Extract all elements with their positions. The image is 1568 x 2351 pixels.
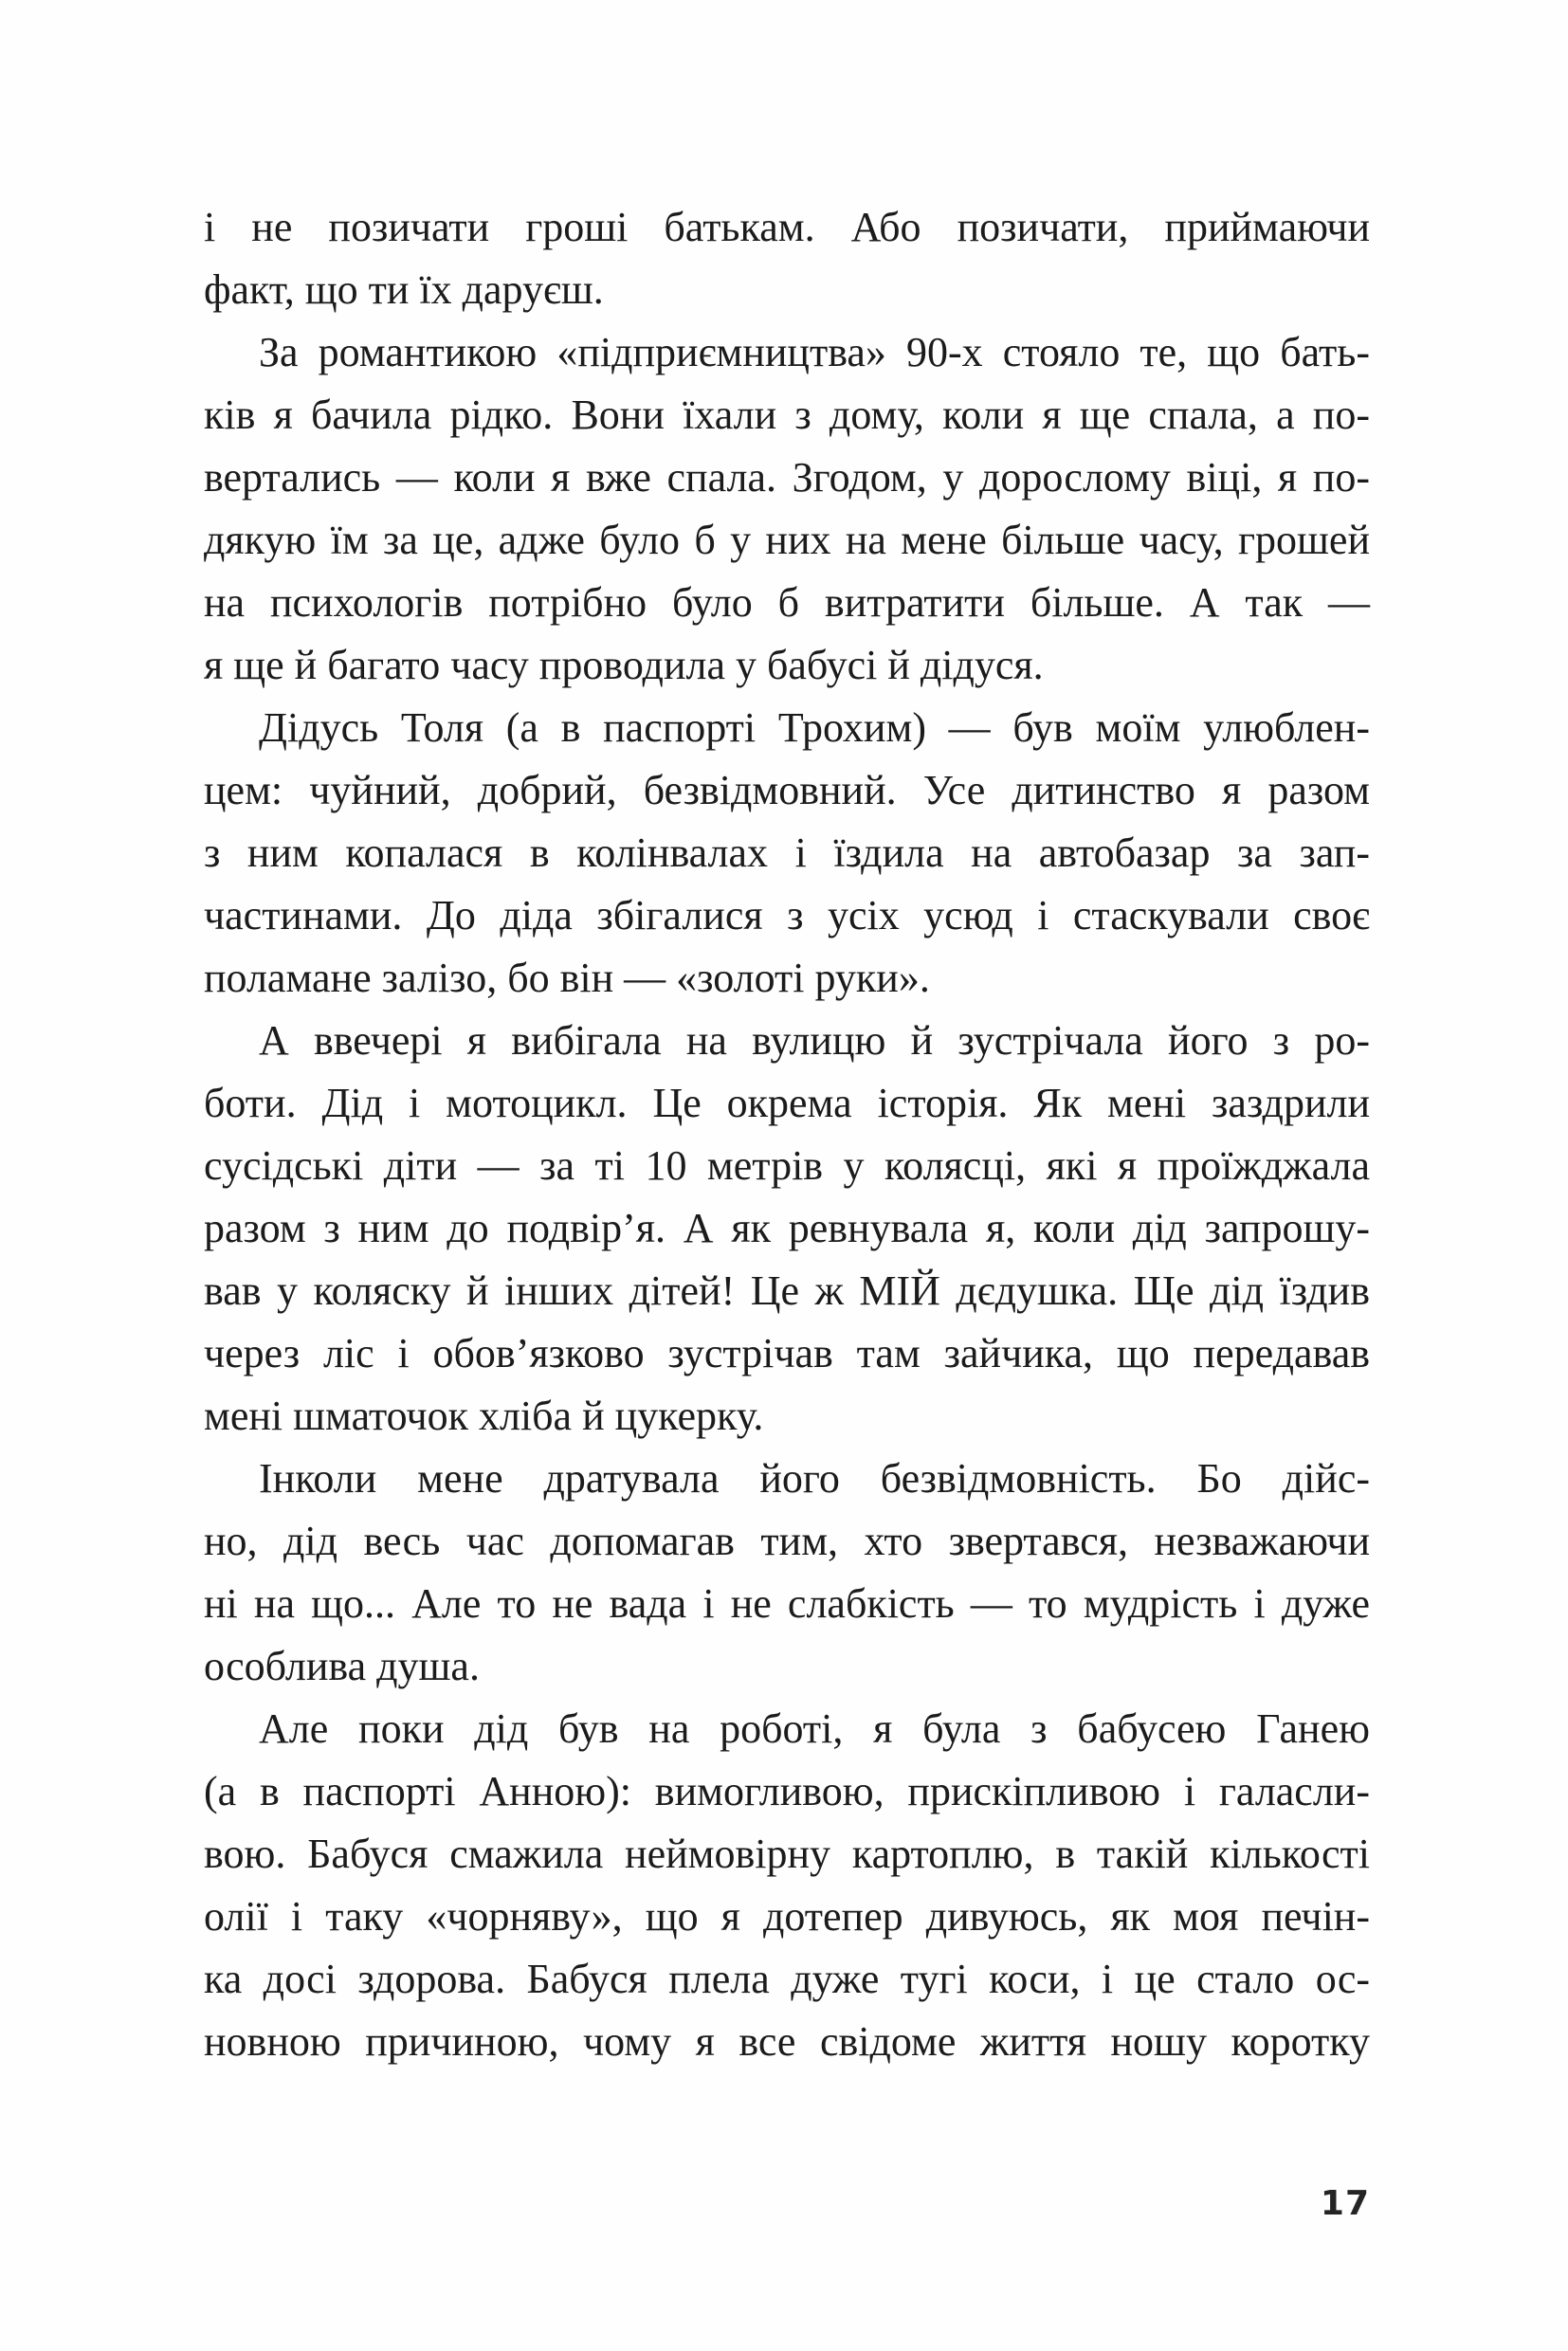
paragraph (204, 196, 1370, 321)
text-line: боти. Дід і мотоцикл. Це окрема історія. Як мені заздрили (204, 1080, 1370, 1126)
text-line: частинами. До діда збігалися з усіх усюд і стаскували своє (204, 892, 1370, 939)
text-line: вав у коляску й інших дітей! Це ж МІЙ дєдушка. Ще дід їздив (204, 1267, 1370, 1314)
text-line: дякую їм за це, адже було б у них на мене більше часу, грошей (204, 517, 1370, 563)
text-line: з ним копалася в колінвалах і їздила на автобазар за зап- (204, 829, 1370, 876)
text-line: ків я бачила рідко. Вони їхали з дому, коли я ще спала, а по- (204, 392, 1370, 438)
text-line: на психологів потрібно було б витратити більше. А так — (204, 579, 1370, 626)
page-number: 17 (1320, 2184, 1370, 2223)
text-line: цем: чуйний, добрий, безвідмовний. Усе дитинство я разом (204, 767, 1370, 813)
text-line: сусідські діти — за ті 10 метрів у колясці, які я проїжджала (204, 1142, 1370, 1189)
paragraph (204, 1010, 1370, 1448)
text-line: поламане залізо, бо він — «золоті руки». (204, 955, 930, 1001)
text-line: За романтикою «підприємництва» 90-х стояло те, що бать- (259, 329, 1370, 375)
text-line: олії і таку «чорняву», що я дотепер дивуюсь, як моя печін- (204, 1893, 1370, 1940)
text-line: вою. Бабуся смажила неймовірну картоплю, в такій кількості (204, 1831, 1370, 1877)
text-line: (а в паспорті Анною): вимогливою, прискіпливою і галасли- (204, 1768, 1370, 1814)
text-line: Але поки дід був на роботі, я була з бабусею Ганею (259, 1705, 1370, 1752)
text-line: новною причиною, чому я все свідоме життя ношу коротку (204, 2018, 1370, 2065)
text-line: Дідусь Толя (а в паспорті Трохим) — був моїм улюблен- (259, 704, 1370, 751)
text-line: особлива душа. (204, 1643, 480, 1689)
text-line: А ввечері я вибігала на вулицю й зустрічала його з ро- (259, 1017, 1370, 1064)
text-line: я ще й багато часу проводила у бабусі й дідуся. (204, 642, 1044, 688)
text-block (204, 196, 1370, 2073)
text-line: факт, що ти їх даруєш. (204, 266, 604, 313)
text-line: мені шматочок хліба й цукерку. (204, 1393, 764, 1439)
text-line: разом з ним до подвір’я. А як ревнувала я, коли дід запрошу- (204, 1205, 1370, 1251)
text-line: Інколи мене дратувала його безвідмовність. Бо дійс- (259, 1455, 1370, 1502)
paragraph (204, 697, 1370, 1010)
text-line: вертались — коли я вже спала. Згодом, у дорослому віці, я по- (204, 454, 1370, 501)
text-line: через ліс і обов’язково зустрічав там зайчика, що передавав (204, 1330, 1370, 1376)
paragraph (204, 1698, 1370, 2073)
paragraph (204, 321, 1370, 697)
text-line: но, дід весь час допомагав тим, хто звертався, незважаючи (204, 1518, 1370, 1564)
text-line: і не позичати гроші батькам. Або позичати, приймаючи (204, 204, 1370, 250)
text-line: ка досі здорова. Бабуся плела дуже тугі коси, і це стало ос- (204, 1956, 1370, 2002)
text-line: ні на що... Але то не вада і не слабкість — то мудрість і дуже (204, 1580, 1370, 1627)
paragraph (204, 1448, 1370, 1698)
